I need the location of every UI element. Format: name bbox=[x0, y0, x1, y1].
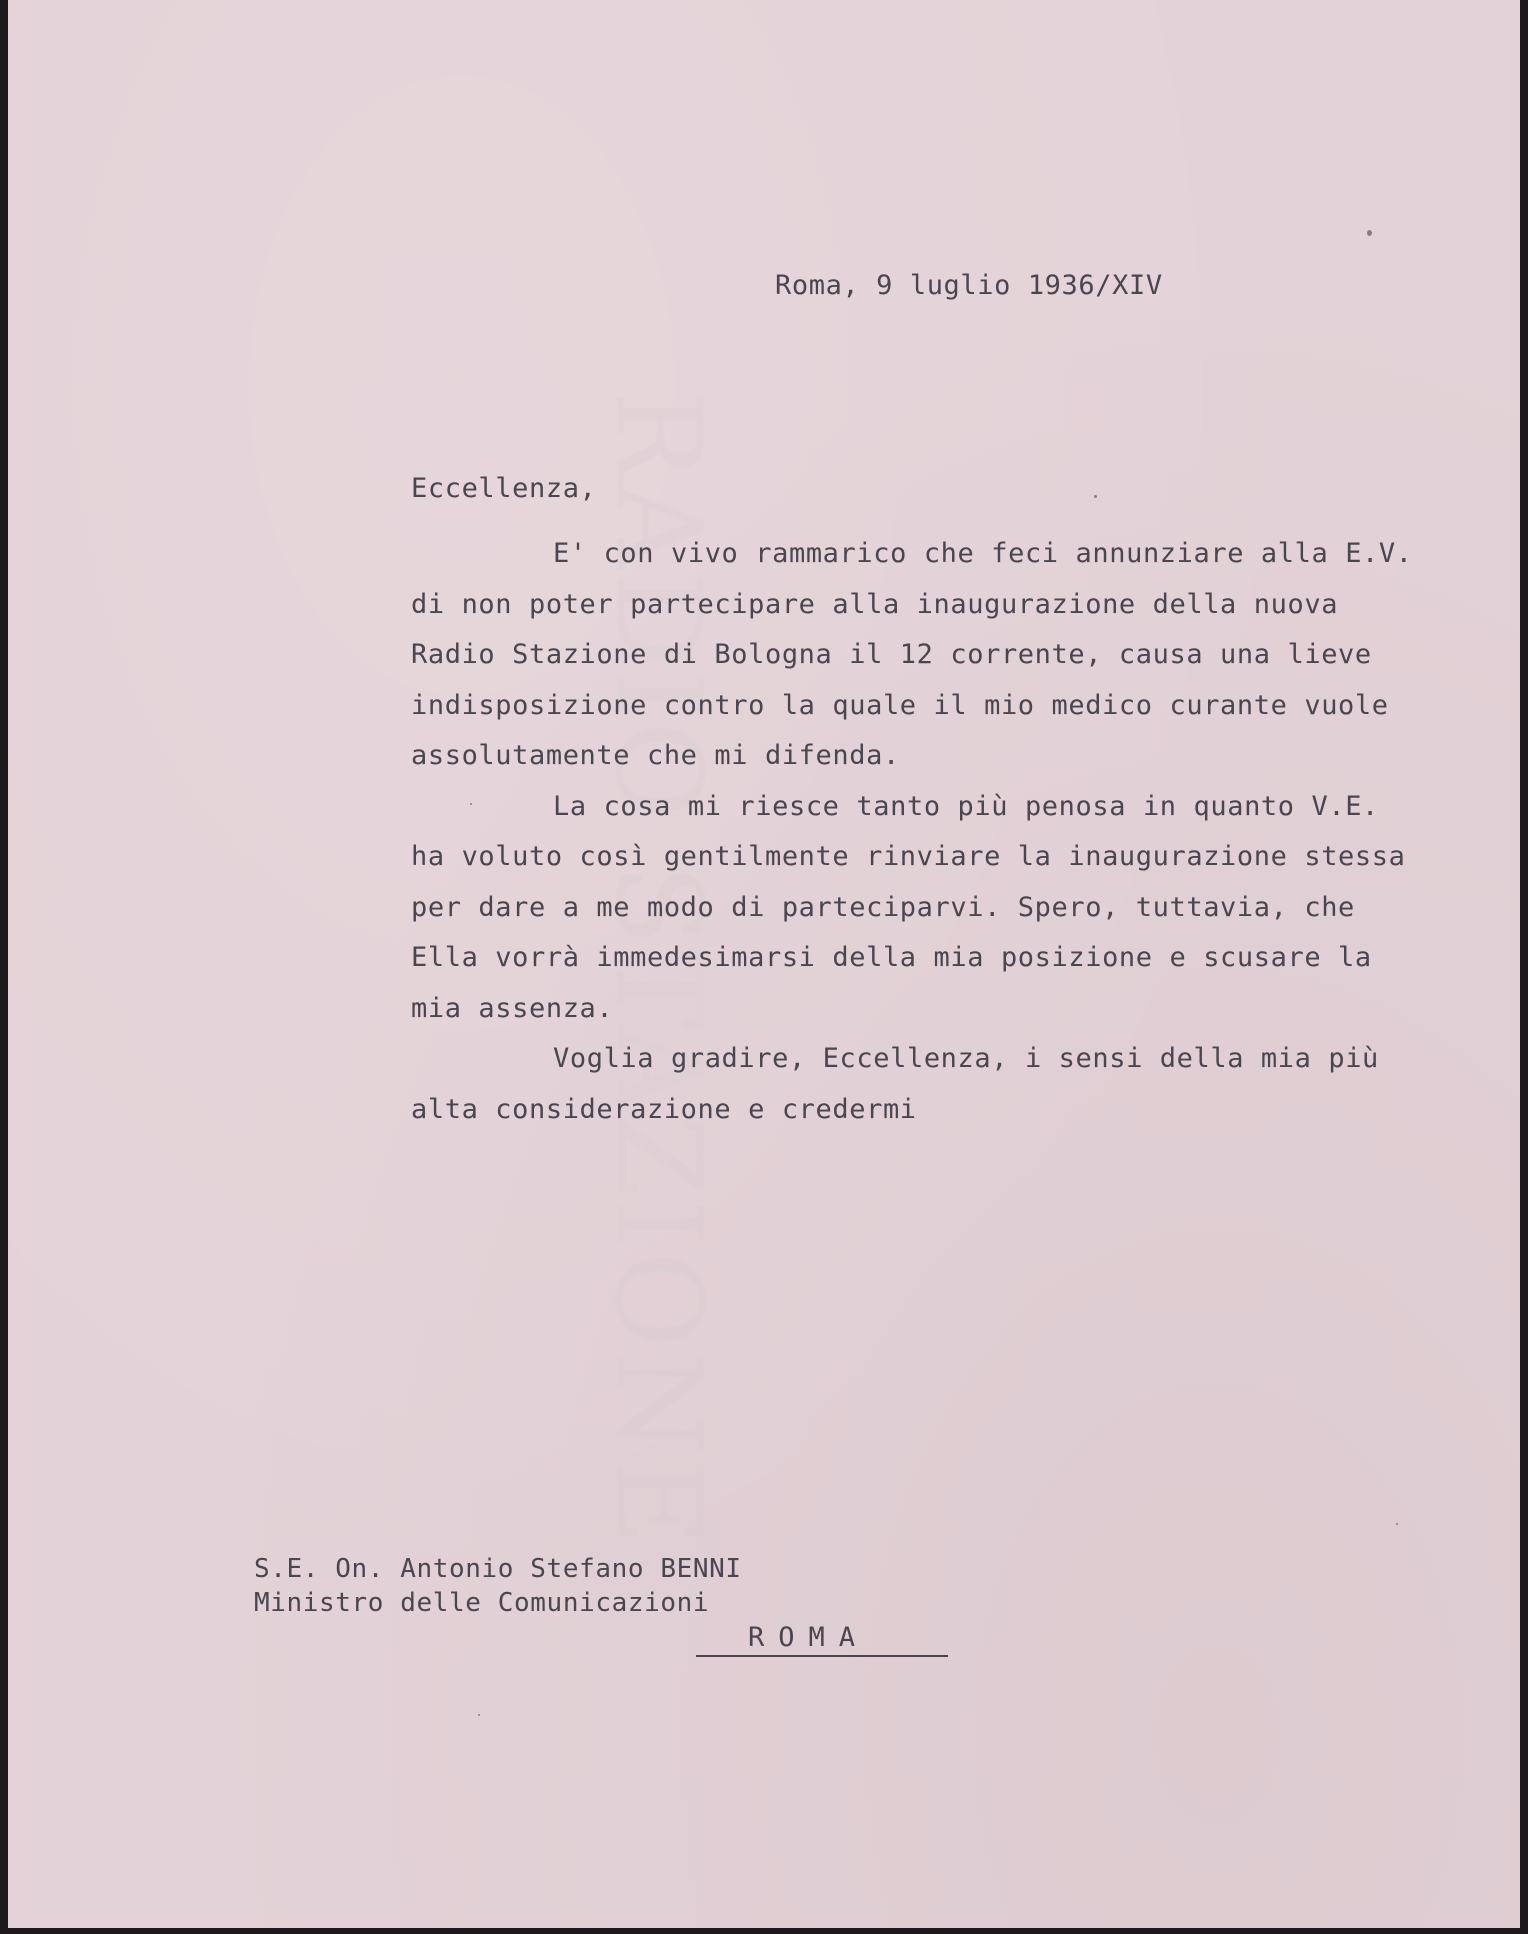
paper-speck bbox=[1367, 230, 1372, 236]
paper-speck bbox=[1094, 495, 1097, 498]
body-line: assolutamente che mi difenda. bbox=[411, 740, 900, 771]
recipient-city-text: ROMA bbox=[748, 1622, 870, 1653]
body-line: Radio Stazione di Bologna il 12 corrente, causa una lieve bbox=[411, 639, 1372, 670]
letter-page bbox=[8, 0, 1520, 1928]
body-line: alta considerazione e credermi bbox=[411, 1094, 917, 1125]
watermark-text: RADIO STAZIONE bbox=[589, 390, 727, 1550]
body-line: per dare a me modo di parteciparvi. Spero, tuttavia, che bbox=[411, 892, 1355, 923]
salutation: Eccellenza, bbox=[411, 473, 597, 504]
recipient-name: S.E. On. Antonio Stefano BENNI bbox=[254, 1554, 742, 1584]
body-line: di non poter partecipare alla inaugurazione della nuova bbox=[411, 589, 1339, 620]
paper-speck bbox=[478, 1714, 480, 1716]
paper-speck bbox=[470, 803, 472, 805]
recipient-title: Ministro delle Comunicazioni bbox=[254, 1588, 710, 1618]
body-line: mia assenza. bbox=[411, 993, 614, 1024]
body-line: ha voluto così gentilmente rinviare la inaugurazione stessa bbox=[411, 841, 1406, 872]
letter-date: Roma, 9 luglio 1936/XIV bbox=[775, 270, 1163, 301]
body-line: Ella vorrà immedesimarsi della mia posizione e scusare la bbox=[411, 942, 1372, 973]
body-line: La cosa mi riesce tanto più penosa in quanto V.E. bbox=[553, 791, 1379, 822]
paper-speck bbox=[1396, 1523, 1398, 1525]
body-line: indisposizione contro la quale il mio medico curante vuole bbox=[411, 690, 1389, 721]
body-line: E' con vivo rammarico che feci annunziare alla E.V. bbox=[553, 538, 1413, 569]
recipient-city bbox=[696, 1624, 948, 1657]
body-line: Voglia gradire, Eccellenza, i sensi della mia più bbox=[553, 1043, 1379, 1074]
